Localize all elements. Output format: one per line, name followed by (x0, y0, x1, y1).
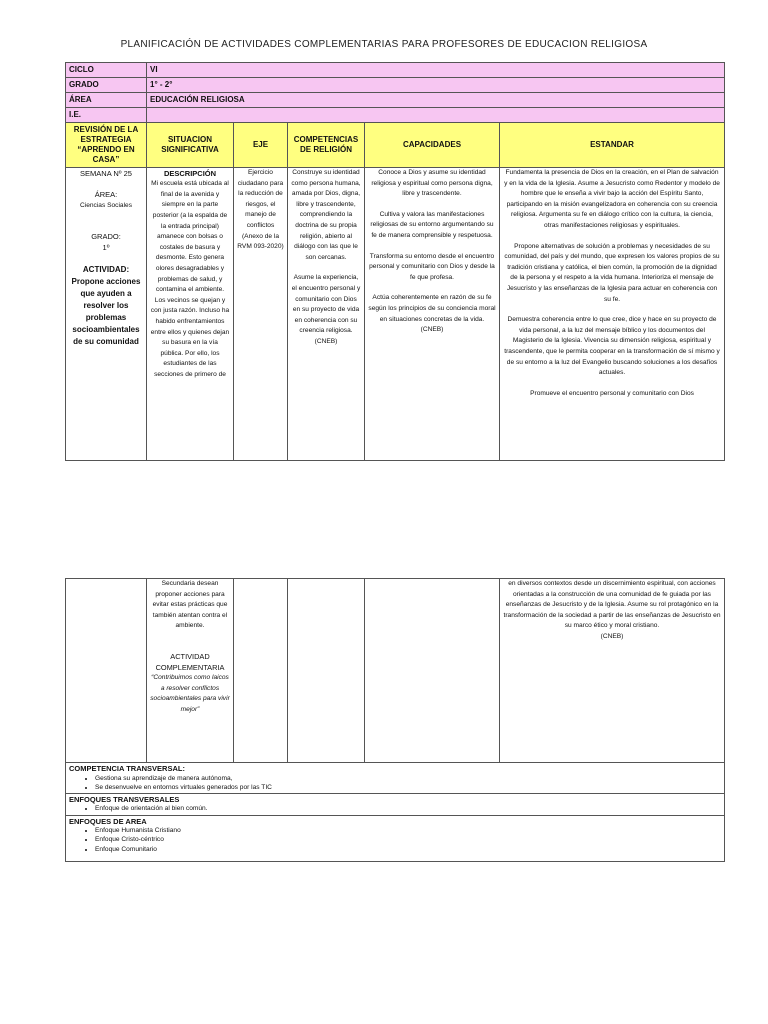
enfoques-transversales-cell (66, 793, 725, 815)
enfoques-area-list (69, 826, 721, 854)
info-row-grado (66, 78, 725, 93)
info-value: VI (147, 63, 725, 78)
area-value: Ciencias Sociales (79, 201, 133, 209)
info-row-area (66, 93, 725, 108)
info-label: ÁREA (66, 93, 147, 108)
descripcion-text: Mi escuela está ubicada al final de la avenida y siempre en la parte posterior (a la espalda de la entrada principal) amanece con bolsas o costales de basura y desmonte. Esto genera olores desagradables y problemas de salud, y contamina el ambiente. Los vecinos se quejan y con justa razón. Incluso ha habido enfrentamientos entre ellos y quienes dejan su basura en la vía pública. Por ello, los estudiantes de las secciones de primero de (150, 180, 230, 378)
header-capacidades: CAPACIDADES (365, 123, 500, 168)
header-situacion: SITUACION SIGNIFICATIVA (147, 123, 234, 168)
estandar-cneb: (CNEB) (600, 632, 624, 640)
info-row-ciclo (66, 63, 725, 78)
estandar-1: Fundamenta la presencia de Dios en la creación, en el Plan de salvación y en la vida de la Iglesia. Asume a Jesucristo como Redentor y modelo de hombre que le enseña a vivir bajo la acción del Espíritu Santo, participando en la misión evangelizadora en coherencia con su creencia religiosa. Argumenta su fe en diálogo crítico con la cultura, la ciencia, otras manifestaciones religiosas y espirituales. (504, 169, 720, 229)
document-title: PLANIFICACIÓN DE ACTIVIDADES COMPLEMENTARIAS PARA PROFESORES DE EDUCACION RELIGIOSA (120, 39, 648, 50)
situacion-cell (147, 168, 234, 461)
grado-value: 1º (102, 243, 110, 253)
enfoques-area-row (66, 815, 725, 861)
capacidades-cell-cont (365, 579, 500, 763)
capacidades-cell (365, 168, 500, 461)
list-item: • Enfoque de orientación al bien común. (95, 804, 721, 813)
enfoques-transversales-label: ENFOQUES TRANSVERSALES (69, 794, 180, 804)
situacion-cell-cont (147, 579, 234, 763)
competencia-2: Asume la experiencia, el encuentro personal y comunitario con Dios en su proyecto de vida en coherencia con su creencia religiosa. (291, 274, 361, 335)
semana-text: SEMANA Nº 25 (80, 169, 132, 178)
capacidad-1: Conoce a Dios y asume su identidad religiosa y espiritual como persona digna, libre y trascendente. (371, 169, 493, 198)
planning-table-page-1 (65, 62, 725, 461)
column-header-row (66, 123, 725, 168)
grado-label: GRADO: (91, 232, 121, 242)
capacidades-cneb: (CNEB) (420, 326, 444, 334)
enfoques-transversales-list (69, 804, 721, 813)
content-row (66, 168, 725, 461)
competencias-cneb: (CNEB) (314, 337, 338, 345)
revision-cell (66, 168, 147, 461)
list-item: • Enfoque Humanista Cristiano (95, 826, 721, 835)
competencia-transversal-cell (66, 763, 725, 794)
capacidad-2: Cultiva y valora las manifestaciones religiosas de su entorno argumentando su fe de manera comprensible y respetuosa. (370, 210, 494, 239)
competencia-transversal-list (69, 774, 721, 792)
capacidad-4: Actúa coherentemente en razón de su fe según los principios de su conciencia moral en situaciones concretas de la vida. (368, 294, 496, 323)
descripcion-text-cont: Secundaria desean proponer acciones para evitar estas prácticas que también atentan contra el ambiente. (152, 580, 228, 630)
header-eje: EJE (234, 123, 288, 168)
header-revision: REVISIÓN DE LA ESTRATEGIA “APRENDO EN CASA” (66, 123, 147, 168)
list-item: • Enfoque Cristo-céntrico (95, 835, 721, 844)
planning-table-page-2 (65, 578, 725, 862)
header-estandar: ESTANDAR (500, 123, 725, 168)
continued-content-row (66, 579, 725, 763)
estandar-cell-cont (500, 579, 725, 763)
info-value (147, 108, 725, 123)
info-label: CICLO (66, 63, 147, 78)
list-item: • Se desenvuelve en entornos virtuales generados por las TIC (95, 783, 721, 792)
competencia-transversal-label: COMPETENCIA TRANSVERSAL: (69, 764, 185, 773)
estandar-cell (500, 168, 725, 461)
estandar-2: Propone alternativas de solución a problemas y necesidades de su comunidad, del país y del mundo, que expresen los valores propios de su tradición cristiana y católica, el bien común, la promoción de la dignidad de la persona y el respeto a la vida humana. Interioriza el mensaje de Jesucristo y las enseñanzas de la Iglesia para actuar en coherencia con su fe. (504, 242, 720, 303)
estandar-4: Promueve el encuentro personal y comunitario con Dios (530, 389, 694, 397)
info-row-ie (66, 108, 725, 123)
info-value: 1° - 2° (147, 78, 725, 93)
list-item: • Gestiona su aprendizaje de manera autónoma, (95, 774, 721, 783)
actividad-complementaria-label: ACTIVIDAD COMPLEMENTARIA (155, 651, 225, 672)
estandar-3: Demuestra coherencia entre lo que cree, dice y hace en su proyecto de vida personal, a la luz del mensaje bíblico y los documentos del Magisterio de la Iglesia. Vivencia su dimensión religiosa, espiritual y trascendente, que le permita cooperar en la transformación de sí mismo y de su entorno a la luz del Evangelio buscando soluciones a los desafíos actuales. (504, 316, 720, 377)
list-item: • Enfoque Comunitario (95, 845, 721, 854)
eje-cell (234, 168, 288, 461)
header-competencias: COMPETENCIAS DE RELIGIÓN (288, 123, 365, 168)
descripcion-label: DESCRIPCIÓN (163, 169, 217, 178)
area-label: ÁREA: (94, 190, 118, 200)
competencia-1: Construye su identidad como persona humana, amada por Dios, digna, libre y trascendente, comprendiendo la doctrina de su propia religión, abierto al diálogo con las que le son cercanas. (291, 169, 361, 261)
competencias-cell (288, 168, 365, 461)
competencias-cell-cont (288, 579, 365, 763)
estandar-4-cont: en diversos contextos desde un discernimiento espiritual, con acciones orientadas a la construcción de una comunidad de fe guiada por las enseñanzas de Jesucristo y de la Iglesia. Asume su rol protagónico en la transformación de la sociedad a partir de las enseñanzas de Jesucristo en su marco ético y moral cristiano. (503, 580, 721, 630)
enfoques-area-cell (66, 815, 725, 861)
eje-cell-cont (234, 579, 288, 763)
revision-cell-cont (66, 579, 147, 763)
enfoques-area-label: ENFOQUES DE AREA (69, 816, 147, 826)
capacidad-3: Transforma su entorno desde el encuentro personal y comunitario con Dios y desde la fe que profesa. (369, 252, 495, 281)
actividad-value: Propone acciones que ayuden a resolver los problemas socioambientales de su comunidad (71, 276, 141, 346)
actividad-label: ACTIVIDAD: (82, 264, 130, 274)
actividad-complementaria-text: “Contribuimos como laicos a resolver conflictos socioambientales para vivir mejor” (150, 674, 230, 713)
competencia-transversal-row (66, 763, 725, 794)
enfoques-transversales-row (66, 793, 725, 815)
eje-text: Ejercicio ciudadano para la reducción de riesgos, el manejo de conflictos (Anexo de la RVM 093-2020) (237, 169, 284, 251)
info-label: GRADO (66, 78, 147, 93)
info-value: EDUCACIÓN RELIGIOSA (147, 93, 725, 108)
info-label: I.E. (66, 108, 147, 123)
